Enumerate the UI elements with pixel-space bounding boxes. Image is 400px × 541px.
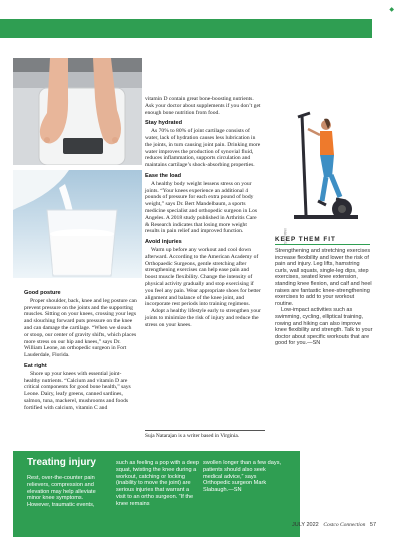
eat-right-heading: Eat right: [24, 362, 47, 369]
stay-hydrated-paragraph: As 70% to 80% of joint cartilage consists of water, lack of hydration causes less lubrication in the joints, in turn causing joint pain. Drinking more water improves the production of synovial fluid, reduces inflammation, supports circulation and maintains cartilage’s shock-absorbing properties.: [145, 128, 261, 169]
byline-divider: [145, 430, 265, 431]
avoid-injuries-paragraph-2: Adopt a healthy lifestyle early to strengthen your joints to minimize the risk of injury and reduce the stress on your knees.: [145, 308, 261, 328]
photo-feet-on-scale: [13, 58, 142, 165]
sidebar-title: KEEP THEM FIT: [275, 236, 336, 243]
treating-injury-title: Treating injury: [27, 457, 96, 468]
treating-injury-text-2: such as feeling a pop with a deep squat, twisting the knee during a workout, catching or locking (inability to move the joint) are serious injuries that warrant a visit to an ortho surgeon. “If the knee remains: [116, 460, 200, 507]
treating-injury-text-1: Rest, over-the-counter pain relievers, compression and elevation may help alleviate minor knee symptoms. However, traumatic events,: [27, 475, 96, 509]
stay-hydrated-heading: Stay hydrated: [145, 120, 182, 127]
ease-the-load-paragraph: A healthy body weight lessens stress on your joints. “Your knees experience an additional 4 pounds of pressure for each extra pound of body weight,” says Dr. Bert Mandelbaum, a sports medicine specialist and orthopedic surgeon in Los Angeles. A 2018 study published in Arthritis Care & Research indicates that losing more weight results in pain relief and improved function.: [145, 180, 258, 235]
sidebar-body: [275, 248, 373, 347]
good-posture-heading: Good posture: [24, 290, 61, 296]
treating-injury-text-3: swollen longer than a few days, patients should also seek medical advice,” says Orthopedic surgeon Mark Slabaugh.—SN: [203, 460, 282, 494]
middle-text-column: [145, 96, 262, 329]
eat-right-paragraph: Shore up your knees with essential joint-healthy nutrients. “Calcium and vitamin D are critical components for good bone health,” says Leone. Dairy, leafy greens, canned sardines, salmon, tuna, mackerel, mushrooms and foods fortified with calcium, vitamin C and: [24, 370, 131, 411]
ease-the-load-heading: Ease the load: [145, 172, 182, 179]
intro-paragraph: vitamin D contain great bone-boosting nutrients. Ask your doctor about supplements if you don’t get enough bone nutrition from food.: [145, 96, 261, 116]
page-footer: [292, 522, 376, 528]
footer-page-number: 57: [369, 522, 377, 528]
photo-glass-of-milk: [13, 170, 142, 278]
sidebar-paragraph-2: Low-impact activities such as swimming, cycling, elliptical training, rowing and hiking can also improve knee flexibility and strength. Talk to your doctor about specific workouts that are good for you.—SN: [275, 307, 373, 347]
good-posture-paragraph: Proper shoulder, back, knee and leg posture can prevent pressure on the joints and the supporting muscles. Sitting on your knees, crossing your legs and slouching forward puts pressure on the knee and can damage the cartilage. “When we slouch or stoop, our center of gravity shifts, which places more stress on our hip and knees,” says Dr. William Leone, an orthopedic surgeon in Fort Lauderdale, Florida.: [24, 297, 137, 359]
sidebar-divider: [275, 244, 370, 245]
sidebar-paragraph-1: Strengthening and stretching exercises increase flexibility and lower the risk of pain and injury. Leg lifts, hamstring curls, wall squats, single-leg dips, step exercises, seated knee extension, standing knee flexion, and calf and heel raises are fantastic knee-strengthening exercises to add to your workout routine.: [275, 248, 372, 307]
footer-date: JULY 2022: [292, 522, 319, 528]
footer-magazine-name: Costco Connection: [323, 522, 366, 528]
left-text-column: [24, 286, 137, 412]
author-byline: Suja Natarajan is a writer based in Virginia.: [145, 433, 240, 439]
avoid-injuries-paragraph-1: Warm up before any workout and cool down afterward. According to the American Academy of Orthopaedic Surgeons, gentle stretching after strengthening exercises can help ease pain and boost muscle flexibility. Change the intensity of physical activity gradually and stop exercising if you feel any pain. Wear appropriate shoes for better alignment and balance of the knee joint, and incorporate rest periods into training regimens.: [145, 246, 261, 308]
page-corner-mark: ◆: [389, 7, 394, 13]
header-color-bar: [0, 19, 372, 38]
avoid-injuries-heading: Avoid injuries: [145, 239, 182, 246]
photo-woman-on-elliptical: [284, 105, 366, 228]
